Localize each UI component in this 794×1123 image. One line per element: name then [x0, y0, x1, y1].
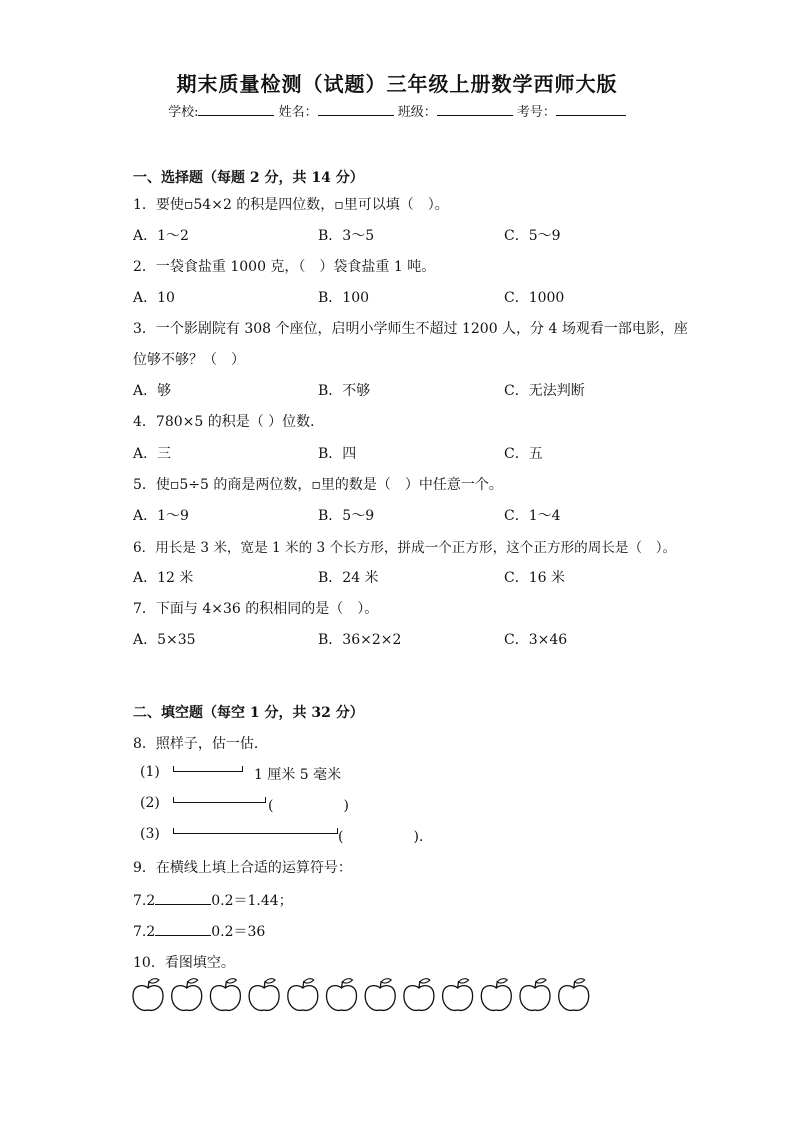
student-info-line	[0, 101, 794, 120]
page-title: 期末质量检测（试题）三年级上册数学西师大版	[176, 72, 618, 96]
class-label: 班级：	[397, 105, 437, 120]
option-b[interactable]: B．24 米	[318, 570, 379, 586]
option-b[interactable]: B．不够	[318, 383, 371, 399]
operand-left: 7.2	[133, 893, 156, 909]
apple-icon	[210, 979, 240, 1011]
option-b[interactable]: B．100	[318, 290, 370, 306]
question-text: 8．照样子，估一估．	[133, 736, 268, 752]
school-blank[interactable]	[198, 103, 274, 116]
option-c[interactable]: C．1～4	[504, 508, 561, 524]
apple-row	[131, 978, 601, 1014]
name-blank[interactable]	[318, 103, 394, 116]
apple-icon	[481, 979, 511, 1011]
option-b[interactable]: B．36×2×2	[318, 632, 402, 648]
operand-left: 7.2	[133, 924, 156, 940]
apple-icon	[327, 979, 357, 1011]
option-c[interactable]: C．1000	[504, 290, 565, 306]
ruler-row	[140, 764, 160, 780]
ruler-row-label: (3)	[140, 826, 160, 842]
ruler-row	[140, 826, 160, 842]
exam-no-blank[interactable]	[556, 103, 626, 116]
ruler-row-label: (2)	[140, 795, 160, 811]
ruler-answer-blank[interactable]: ( )	[268, 798, 349, 814]
apple-icon	[520, 979, 550, 1011]
ruler-answer-blank[interactable]: ( ).	[338, 829, 424, 845]
option-c[interactable]: C．16 米	[504, 570, 565, 586]
apple-icon	[249, 979, 279, 1011]
option-a[interactable]: A．够	[133, 383, 172, 399]
operator-blank[interactable]	[155, 923, 211, 936]
ruler-segment	[173, 797, 266, 803]
ruler-segment	[173, 828, 338, 834]
apple-icon	[365, 979, 395, 1011]
question-text: 7．下面与 4×36 的积相同的是（ ）。	[133, 601, 379, 617]
operator-blank[interactable]	[155, 892, 211, 905]
apple-icon	[404, 979, 434, 1011]
option-b[interactable]: B．3～5	[318, 228, 375, 244]
option-a[interactable]: A．三	[133, 446, 172, 462]
question-text: 9．在横线上填上合适的运算符号：	[133, 860, 352, 876]
question-text: 1．要使▫54×2 的积是四位数，▫里可以填（ ）。	[133, 197, 449, 213]
question-text: 10．看图填空。	[133, 955, 235, 971]
exam-no-label: 考号：	[516, 105, 556, 120]
ruler-row-label: (1)	[140, 764, 160, 780]
operand-right: 0.2＝1.44；	[211, 893, 293, 909]
option-a[interactable]: A．5×35	[133, 632, 196, 648]
apple-icon	[288, 979, 318, 1011]
option-c[interactable]: C．五	[504, 446, 543, 462]
class-blank[interactable]	[437, 103, 513, 116]
option-c[interactable]: C．无法判断	[504, 383, 585, 399]
section-heading: 二、填空题（每空 1 分，共 32 分）	[133, 705, 364, 721]
question-text-continued: 位够不够？（ ）	[133, 352, 245, 368]
question-text: 4．780×5 的积是（ ）位数．	[133, 414, 325, 430]
name-label: 姓名：	[278, 105, 318, 120]
apple-icon	[443, 979, 473, 1011]
apple-icon	[559, 979, 589, 1011]
option-a[interactable]: A．1～2	[133, 228, 189, 244]
question-text: 5．使▫5÷5 的商是两位数，▫里的数是（ ）中任意一个。	[133, 477, 503, 493]
option-b[interactable]: B．四	[318, 446, 357, 462]
section-heading: 一、选择题（每题 2 分，共 14 分）	[133, 170, 364, 186]
question-text: 3．一个影剧院有 308 个座位，启明小学师生不超过 1200 人，分 4 场观看一部电影，座	[133, 321, 688, 337]
operand-right: 0.2＝36	[211, 924, 266, 940]
apple-icon	[172, 979, 202, 1011]
option-b[interactable]: B．5～9	[318, 508, 375, 524]
school-label: 学校:	[168, 105, 199, 120]
operator-line	[133, 921, 265, 941]
operator-line	[133, 890, 293, 910]
ruler-segment	[173, 766, 243, 772]
apple-icon	[133, 979, 163, 1011]
option-c[interactable]: C．3×46	[504, 632, 568, 648]
option-a[interactable]: A．1～9	[133, 508, 189, 524]
ruler-row	[140, 795, 160, 811]
option-a[interactable]: A．12 米	[133, 570, 194, 586]
question-text: 6．用长是 3 米，宽是 1 米的 3 个长方形，拼成一个正方形，这个正方形的周长是（ ）。	[133, 540, 677, 556]
option-a[interactable]: A．10	[133, 290, 175, 306]
option-c[interactable]: C．5～9	[504, 228, 561, 244]
ruler-answer: 1 厘米 5 毫米	[254, 767, 342, 783]
question-text: 2．一袋食盐重 1000 克，（ ）袋食盐重 1 吨。	[133, 259, 436, 275]
